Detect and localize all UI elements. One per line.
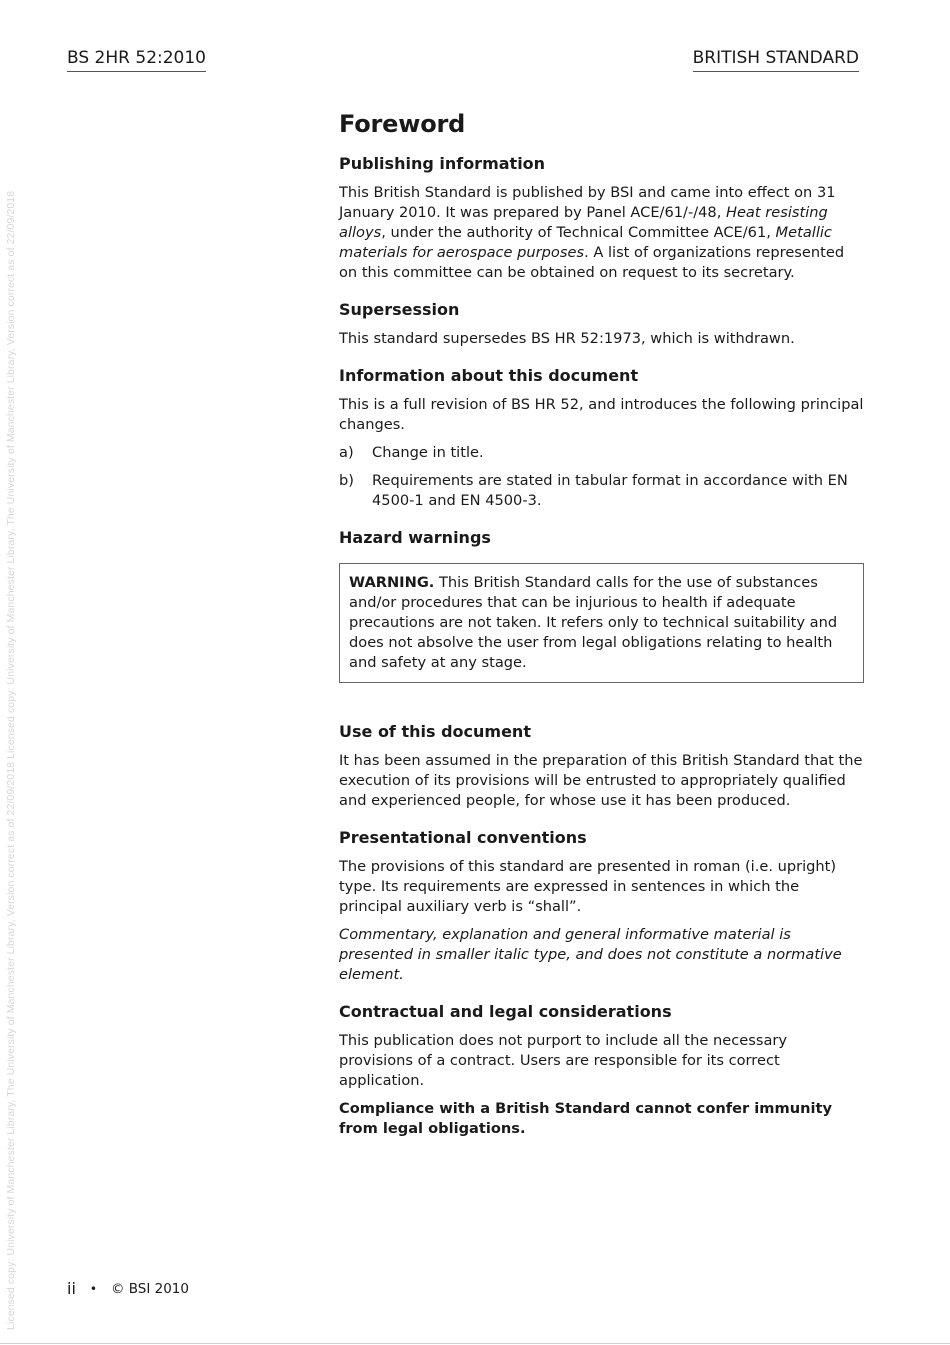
conventions-heading: Presentational conventions (339, 828, 587, 847)
warning-text: WARNING. This British Standard calls for the use of substances and/or procedures that can be injurious to health if adequate precautions are not taken. It refers only to technical suitability and does not absolve the user from legal obligations relating to health and safety at any stage. (349, 574, 838, 671)
conventions-section (339, 827, 864, 985)
list-item-text: Requirements are stated in tabular format in accordance with EN 4500-1 and EN 4500-3. (372, 472, 848, 509)
legal-text: This publication does not purport to include all the necessary provisions of a contract. Users are responsible for its correct application. (339, 1032, 788, 1089)
copyright: © BSI 2010 (110, 1280, 189, 1297)
warning-box (339, 563, 864, 683)
supersession-section (339, 299, 864, 349)
page-number: ii (67, 1279, 76, 1298)
page-bottom-edge (0, 1343, 950, 1344)
information-intro: This is a full revision of BS HR 52, and introduces the following principal changes. (339, 396, 864, 433)
information-heading: Information about this document (339, 366, 639, 385)
doc-number: BS 2HR 52:2010 (67, 47, 206, 72)
foreword-content (339, 107, 864, 1155)
use-section (339, 721, 864, 811)
license-watermark: Licensed copy: University of Manchester Library, The University of Manchester Library, Version correct as of 22/09/2018 Licensed copy: University of Manchester Library, The University of Manchester Library, Version correct as of 22/09/2018 (5, 190, 17, 1330)
list-item-text: Change in title. (372, 444, 484, 461)
use-text: It has been assumed in the preparation of this British Standard that the execution of its provisions will be entrusted to appropriately qualified and experienced people, for whose use it has been produced. (339, 752, 863, 809)
information-section (339, 365, 864, 511)
use-heading: Use of this document (339, 722, 531, 741)
committee-title: Metallic materials for aerospace purposes (339, 224, 832, 261)
list-item (339, 443, 864, 463)
compliance-statement: Compliance with a British Standard cannot confer immunity from legal obligations. (339, 1100, 832, 1137)
publishing-text: This British Standard is published by BSI and came into effect on 31 January 2010. It was prepared by Panel ACE/61/-/48, Heat resisting alloys, under the authority of Technical Committee ACE/61, Metallic materials for aerospace purposes. A list of organizations represented on this committee can be obtained on request to its secretary. (339, 184, 845, 281)
supersession-heading: Supersession (339, 300, 460, 319)
list-marker: a) (339, 444, 354, 461)
commentary-text: Commentary, explanation and general informative material is presented in smaller italic type, and does not constitute a normative element. (339, 926, 842, 983)
legal-heading: Contractual and legal considerations (339, 1002, 672, 1021)
page-footer (67, 1279, 189, 1298)
standard-label: BRITISH STANDARD (693, 47, 859, 72)
list-item (339, 471, 864, 511)
hazard-section (339, 527, 864, 683)
hazard-heading: Hazard warnings (339, 528, 491, 547)
conventions-text: The provisions of this standard are presented in roman (i.e. upright) type. Its requirements are expressed in sentences in which the principal auxiliary verb is “shall”. (339, 858, 837, 915)
list-marker: b) (339, 472, 354, 489)
panel-title: Heat resisting alloys (339, 204, 828, 241)
publishing-section (339, 153, 864, 283)
footer-separator: • (89, 1281, 97, 1296)
publishing-heading: Publishing information (339, 154, 546, 173)
legal-section (339, 1001, 864, 1139)
page-title: Foreword (339, 110, 466, 138)
supersession-text: This standard supersedes BS HR 52:1973, which is withdrawn. (339, 330, 795, 347)
warning-label: WARNING. (349, 574, 435, 591)
